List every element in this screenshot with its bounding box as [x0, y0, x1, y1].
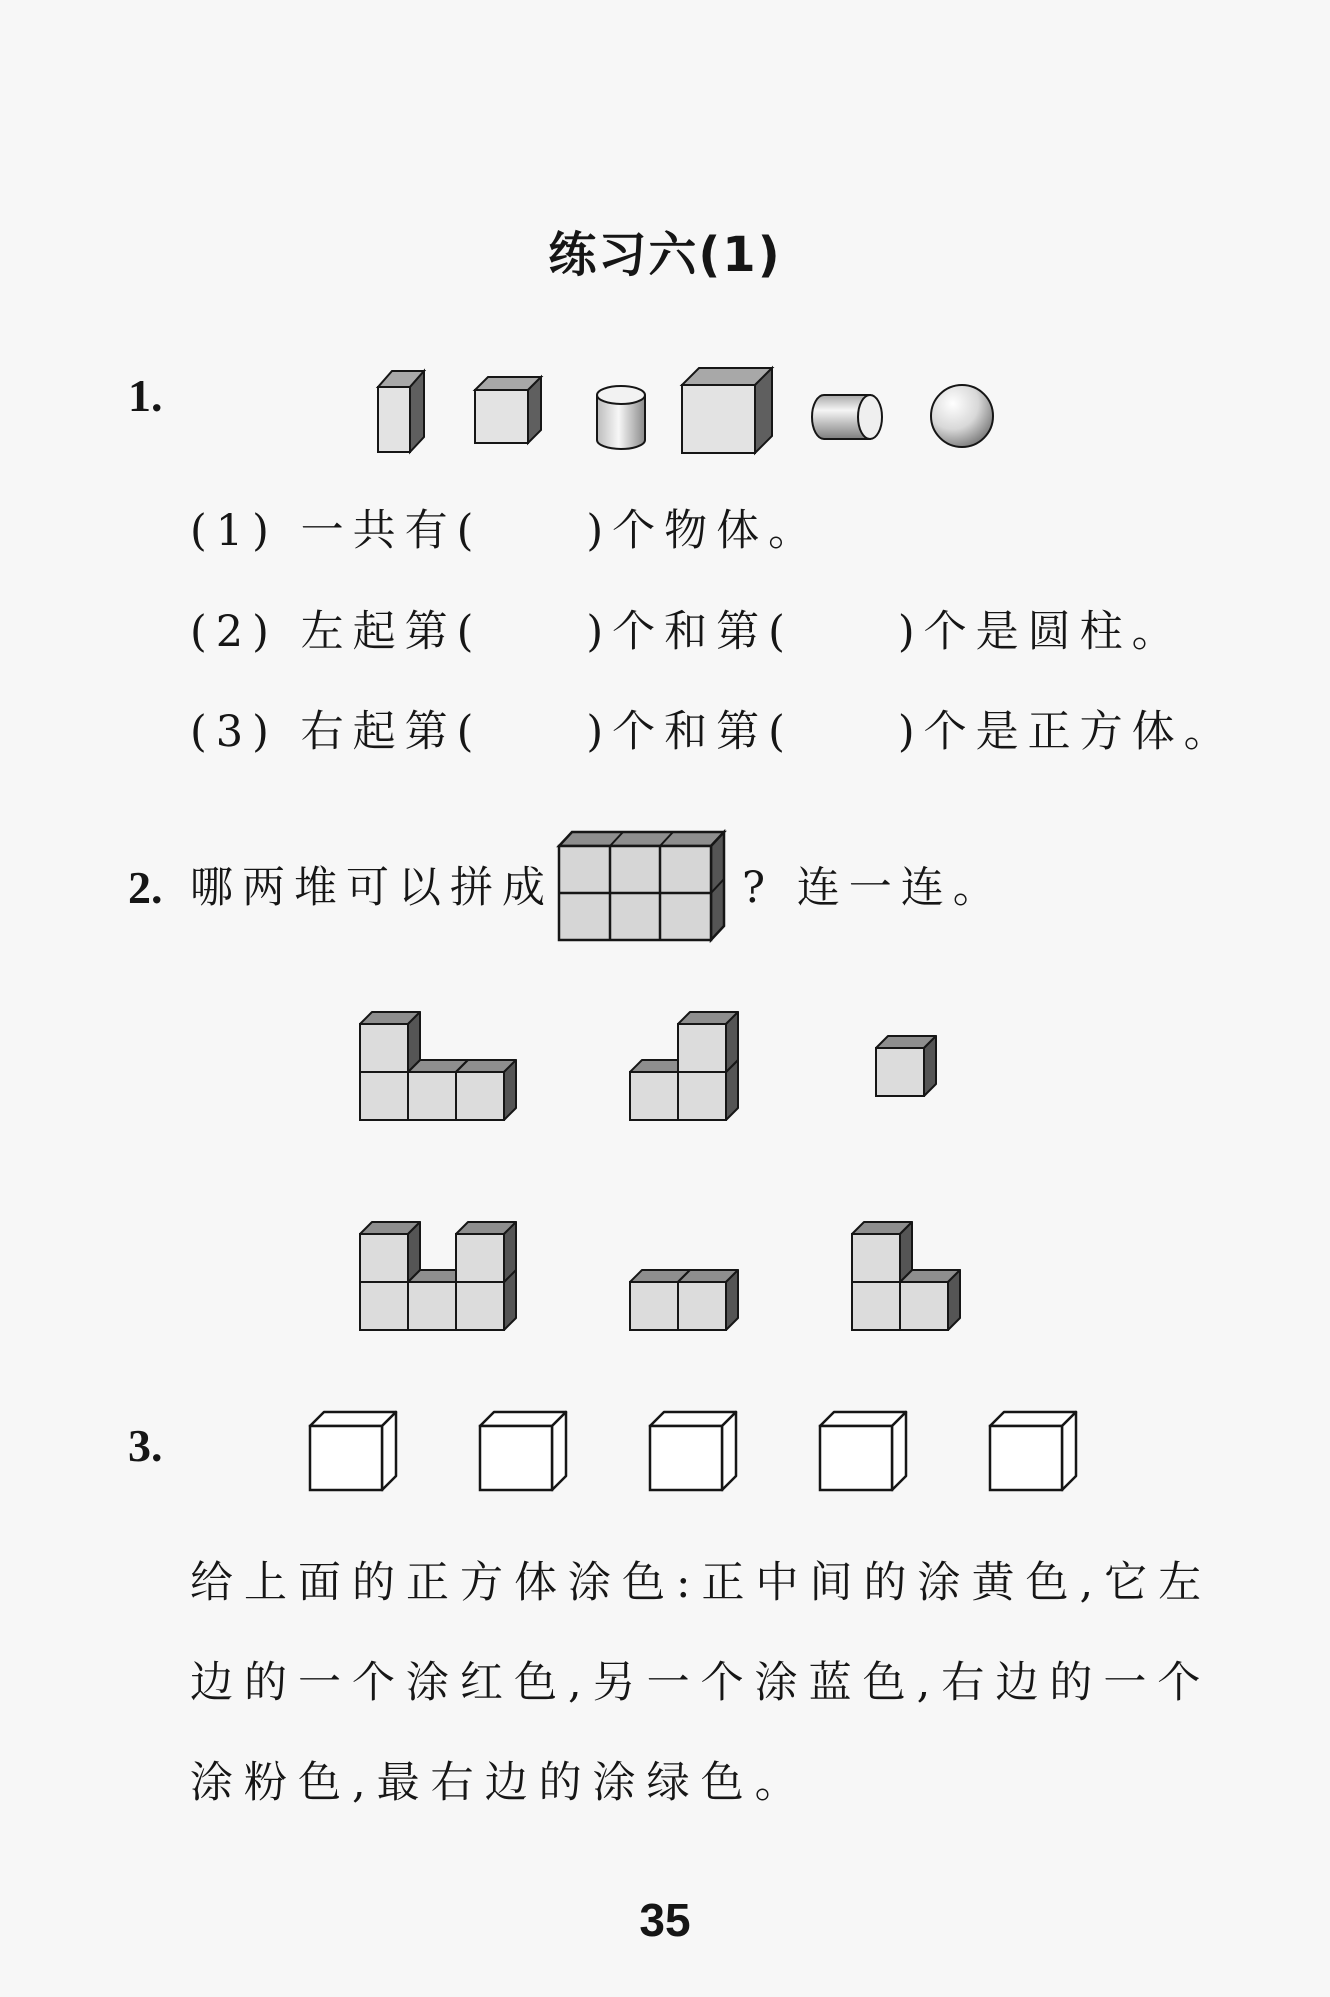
pile-e-2-flat: [630, 1270, 738, 1330]
page-title: 练习六(1): [548, 227, 782, 283]
cylinder-lying: [812, 395, 882, 439]
pile-c-single: [876, 1036, 936, 1096]
question-3-line-2: 边的一个涂红色,另一个涂蓝色,右边的一个: [190, 1658, 1212, 1708]
target-block-3x2: [559, 832, 724, 940]
question-2-prompt: 哪两堆可以拼成: [190, 863, 554, 913]
question-1-number: 1.: [128, 370, 163, 421]
question-3-line-1: 给上面的正方体涂色:正中间的涂黄色,它左: [190, 1558, 1213, 1608]
question-2-prompt-end: ? 连一连。: [742, 863, 1005, 913]
sphere: [931, 385, 993, 447]
pile-b-3: [630, 1012, 738, 1120]
cube-outline-4[interactable]: [820, 1412, 906, 1490]
pile-a-l-shape-4: [360, 1012, 516, 1120]
question-1-part-1: (1) 一共有( )个物体。: [190, 506, 821, 556]
cube-outline-1[interactable]: [310, 1412, 396, 1490]
cube-outline-3[interactable]: [650, 1412, 736, 1490]
cube-small: [475, 377, 541, 443]
pile-d-u-shape-5: [360, 1222, 516, 1330]
question-1-part-3: (3) 右起第( )个和第( )个是正方体。: [190, 707, 1236, 757]
cube-outline-5[interactable]: [990, 1412, 1076, 1490]
cuboid-tall: [378, 371, 424, 452]
cube-outline-2[interactable]: [480, 1412, 566, 1490]
question-3-number: 3.: [128, 1420, 163, 1471]
question-3-line-3: 涂粉色,最右边的涂绿色。: [190, 1758, 809, 1808]
question-1-part-2: (2) 左起第( )个和第( )个是圆柱。: [190, 607, 1184, 657]
page-number: 35: [639, 1894, 691, 1946]
cube-large: [682, 368, 772, 453]
cylinder-upright: [597, 386, 645, 449]
question-2-number: 2.: [128, 862, 163, 913]
pile-f-3: [852, 1222, 960, 1330]
